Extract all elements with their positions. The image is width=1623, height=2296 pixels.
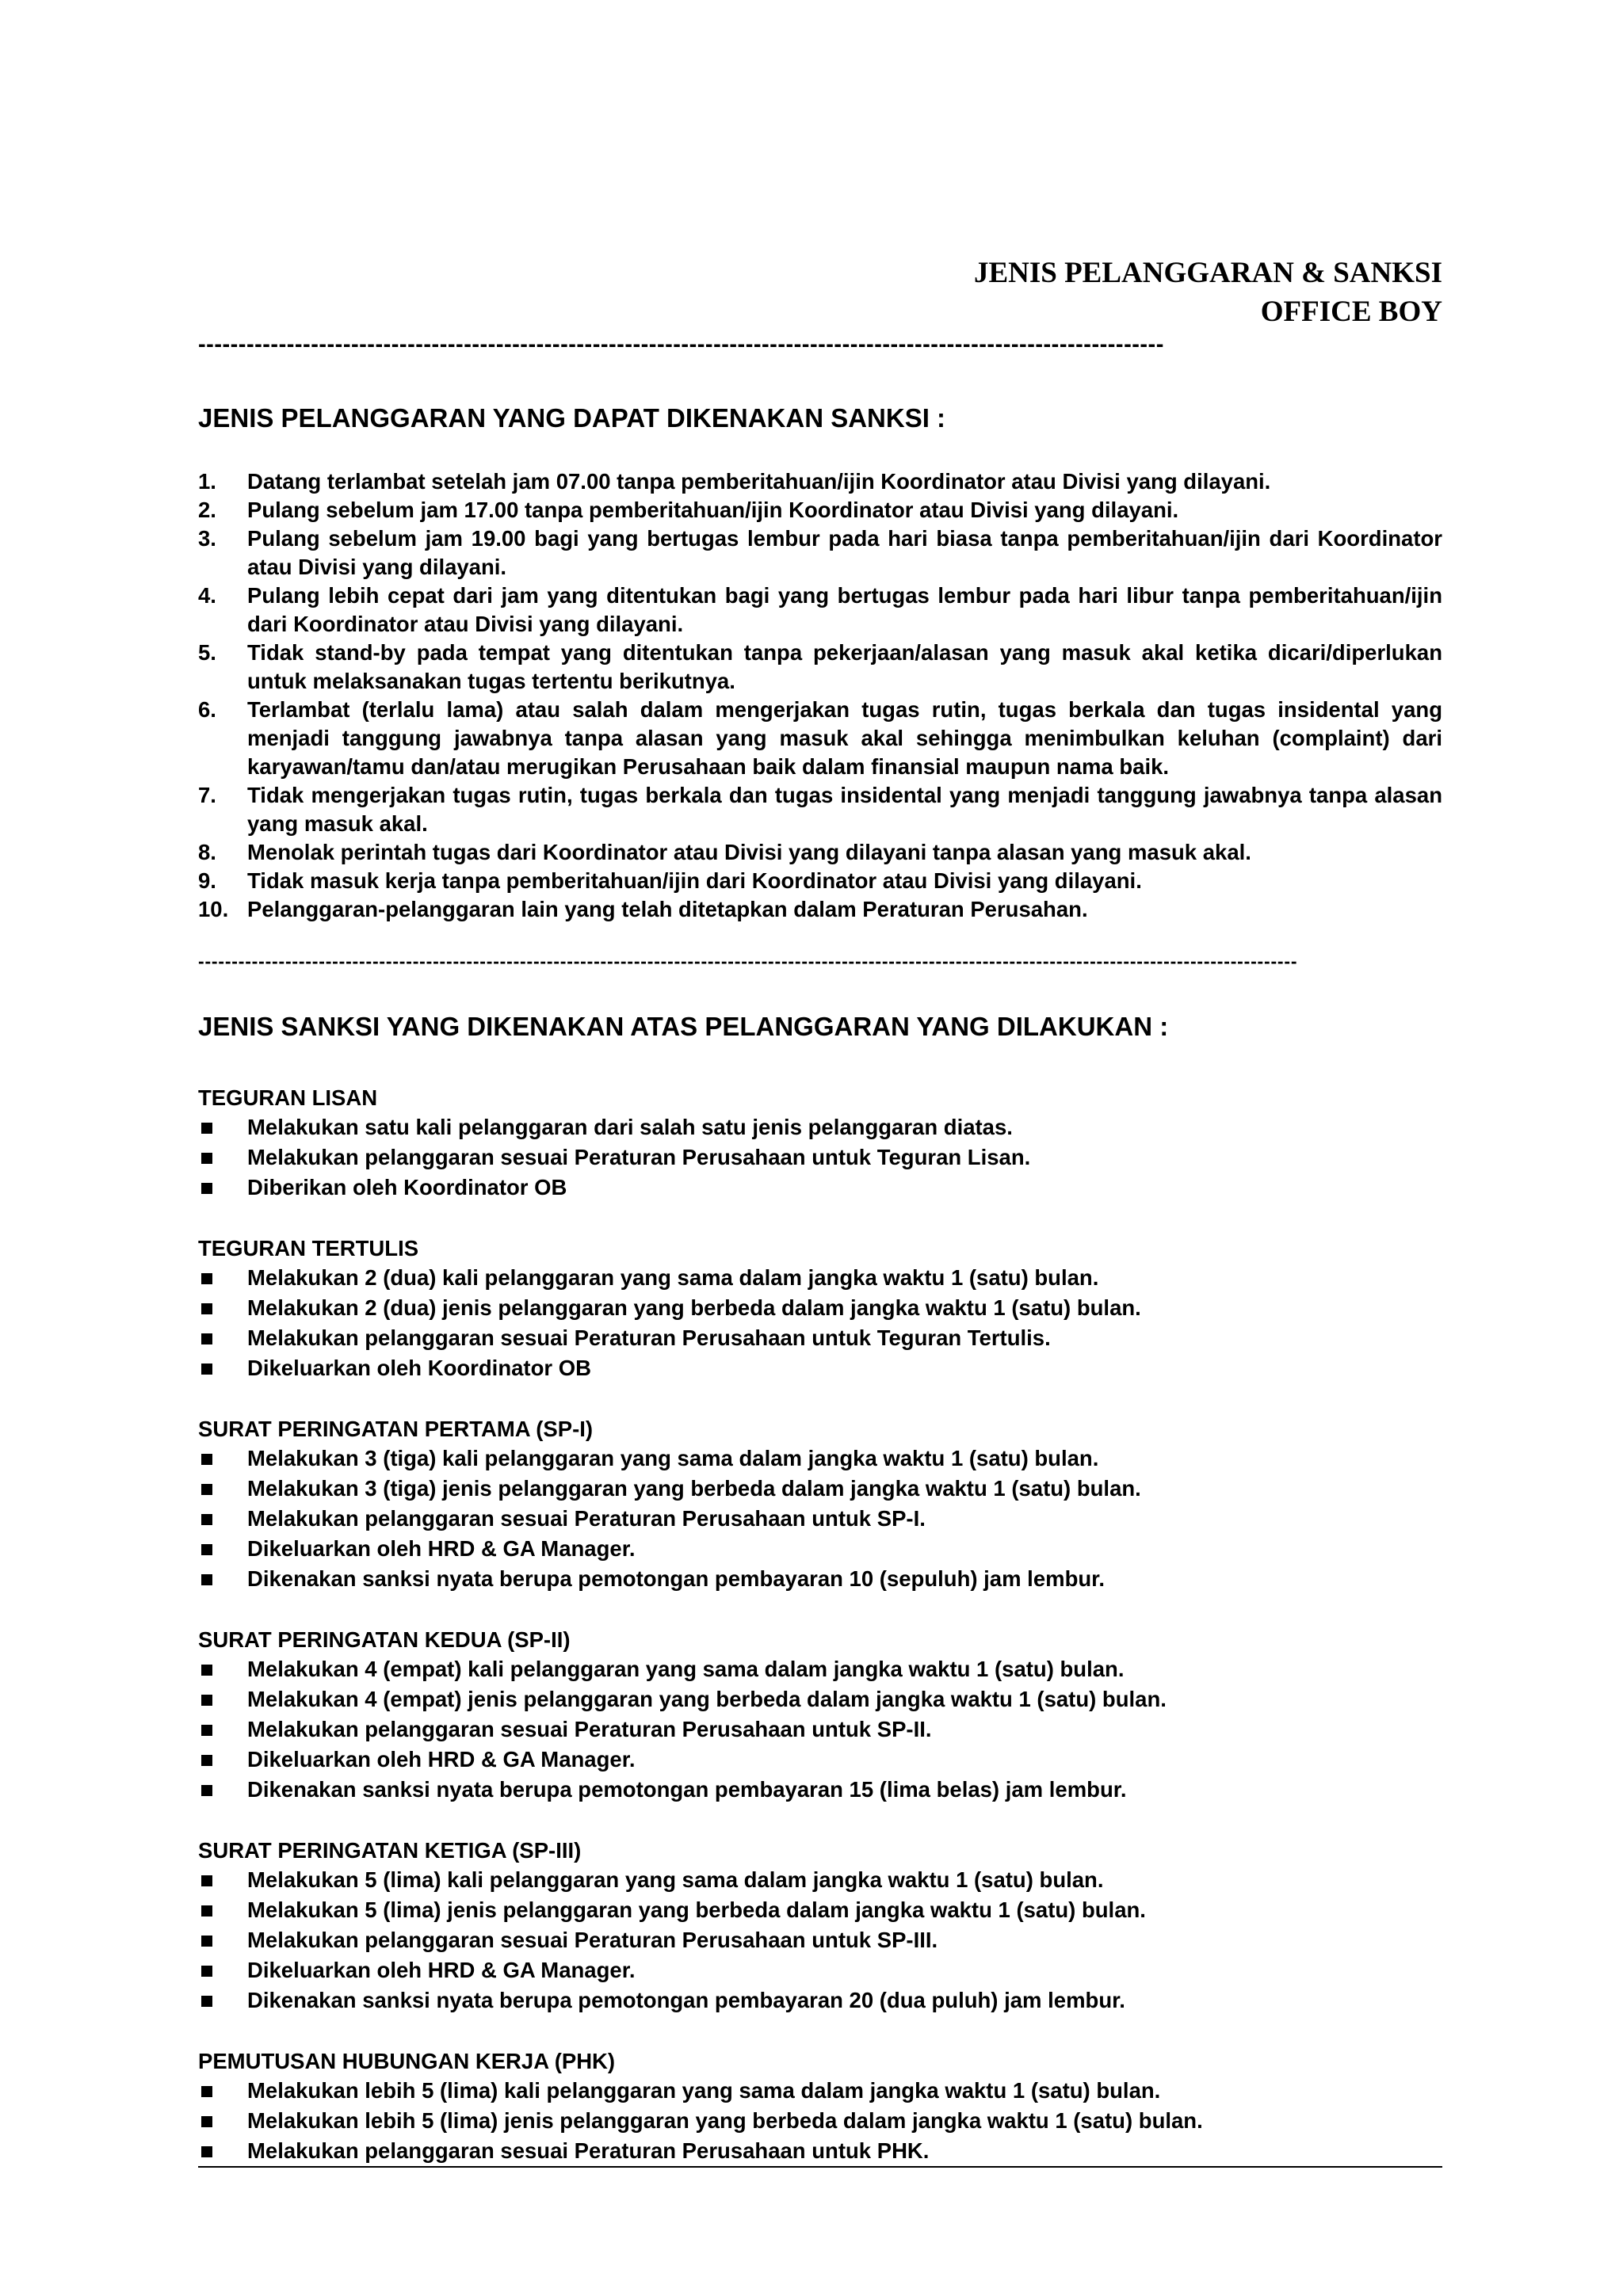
list-item bbox=[198, 1775, 1442, 1805]
list-item bbox=[198, 1293, 1442, 1323]
list-item bbox=[198, 1534, 1442, 1564]
square-bullet-icon bbox=[198, 1293, 247, 1323]
list-item bbox=[198, 1714, 1442, 1745]
square-bullet-icon bbox=[198, 1353, 247, 1383]
header-title-line2: OFFICE BOY bbox=[1260, 296, 1442, 328]
item-text: Tidak masuk kerja tanpa pemberitahuan/ijin dari Koordinator atau Divisi yang dilayani. bbox=[247, 868, 1142, 893]
item-text: Melakukan 4 (empat) kali pelanggaran yang sama dalam jangka waktu 1 (satu) bulan. bbox=[247, 1657, 1125, 1681]
list-item bbox=[198, 524, 1442, 582]
sanction-group-teguran-lisan bbox=[198, 1084, 1442, 1203]
square-bullet-icon bbox=[198, 1504, 247, 1534]
item-text: Melakukan lebih 5 (lima) kali pelanggaran yang sama dalam jangka waktu 1 (satu) bulan. bbox=[247, 2078, 1161, 2103]
item-number: 8. bbox=[198, 840, 216, 864]
item-text: Melakukan 5 (lima) kali pelanggaran yang sama dalam jangka waktu 1 (satu) bulan. bbox=[247, 1867, 1104, 1892]
sanction-group-title: PEMUTUSAN HUBUNGAN KERJA (PHK) bbox=[198, 2049, 616, 2073]
item-text: Dikeluarkan oleh HRD & GA Manager. bbox=[247, 1747, 636, 1772]
square-bullet-icon bbox=[198, 1173, 247, 1203]
sanction-group-teguran-tertulis bbox=[198, 1234, 1442, 1383]
list-item bbox=[198, 1654, 1442, 1684]
list-item bbox=[198, 1323, 1442, 1353]
document-page bbox=[198, 254, 1442, 2168]
sanction-group-title: TEGURAN LISAN bbox=[198, 1085, 378, 1110]
item-text: Dikenakan sanksi nyata berupa pemotongan pembayaran 10 (sepuluh) jam lembur. bbox=[247, 1566, 1105, 1591]
item-text: Melakukan 3 (tiga) kali pelanggaran yang sama dalam jangka waktu 1 (satu) bulan. bbox=[247, 1446, 1099, 1470]
list-item bbox=[198, 1684, 1442, 1714]
square-bullet-icon bbox=[198, 1955, 247, 1985]
item-text: Melakukan 5 (lima) jenis pelanggaran yang berbeda dalam jangka waktu 1 (satu) bulan. bbox=[247, 1897, 1146, 1922]
item-text: Dikeluarkan oleh HRD & GA Manager. bbox=[247, 1536, 636, 1561]
list-item bbox=[198, 2106, 1442, 2136]
list-item bbox=[198, 1865, 1442, 1895]
item-text: Tidak mengerjakan tugas rutin, tugas berkala dan tugas insidental yang menjadi tanggung jawabnya tanpa alasan yang masuk akal. bbox=[247, 783, 1442, 836]
list-item bbox=[198, 1142, 1442, 1173]
list-item bbox=[198, 582, 1442, 639]
list-item bbox=[198, 1444, 1442, 1474]
item-text: Melakukan pelanggaran sesuai Peraturan Perusahaan untuk Teguran Lisan. bbox=[247, 1145, 1031, 1169]
list-item bbox=[198, 1985, 1442, 2016]
list-item bbox=[198, 781, 1442, 838]
list-item bbox=[198, 1504, 1442, 1534]
square-bullet-icon bbox=[198, 1865, 247, 1895]
list-item bbox=[198, 1263, 1442, 1293]
item-text: Melakukan 3 (tiga) jenis pelanggaran yang berbeda dalam jangka waktu 1 (satu) bulan. bbox=[247, 1476, 1141, 1501]
item-number: 7. bbox=[198, 783, 216, 807]
sanction-group-title: SURAT PERINGATAN KETIGA (SP-III) bbox=[198, 1838, 582, 1863]
item-text: Pulang sebelum jam 17.00 tanpa pemberitahuan/ijin Koordinator atau Divisi yang dilayani. bbox=[247, 498, 1179, 522]
list-item bbox=[198, 1745, 1442, 1775]
sanctions-heading: JENIS SANKSI YANG DIKENAKAN ATAS PELANGGARAN YANG DILAKUKAN : bbox=[198, 1012, 1169, 1041]
list-item bbox=[198, 1925, 1442, 1955]
list-item bbox=[198, 1353, 1442, 1383]
item-text: Melakukan 2 (dua) jenis pelanggaran yang berbeda dalam jangka waktu 1 (satu) bulan. bbox=[247, 1295, 1141, 1320]
violations-list bbox=[198, 467, 1442, 924]
list-item bbox=[198, 696, 1442, 781]
square-bullet-icon bbox=[198, 2106, 247, 2136]
item-text: Diberikan oleh Koordinator OB bbox=[247, 1175, 567, 1199]
square-bullet-icon bbox=[198, 1142, 247, 1173]
list-item bbox=[198, 1564, 1442, 1594]
item-text: Dikenakan sanksi nyata berupa pemotongan pembayaran 15 (lima belas) jam lembur. bbox=[247, 1777, 1127, 1802]
item-text: Pulang lebih cepat dari jam yang ditentukan bagi yang bertugas lembur pada hari libur tanpa pemberitahuan/ijin dari Koordinator atau Divisi yang dilayani. bbox=[247, 583, 1442, 636]
item-text: Menolak perintah tugas dari Koordinator atau Divisi yang dilayani tanpa alasan yang masuk akal. bbox=[247, 840, 1251, 864]
square-bullet-icon bbox=[198, 1323, 247, 1353]
square-bullet-icon bbox=[198, 2136, 247, 2166]
item-text: Melakukan pelanggaran sesuai Peraturan Perusahaan untuk SP-III. bbox=[247, 1928, 938, 1952]
square-bullet-icon bbox=[198, 2076, 247, 2106]
list-item bbox=[198, 838, 1442, 867]
header-separator: ------------------------------------------------------------------------------------------------------------------------ bbox=[198, 333, 1164, 357]
item-text: Dikenakan sanksi nyata berupa pemotongan pembayaran 20 (dua puluh) jam lembur. bbox=[247, 1988, 1125, 2012]
square-bullet-icon bbox=[198, 1745, 247, 1775]
item-text: Dikeluarkan oleh Koordinator OB bbox=[247, 1356, 591, 1380]
square-bullet-icon bbox=[198, 1654, 247, 1684]
list-item bbox=[198, 467, 1442, 496]
square-bullet-icon bbox=[198, 1112, 247, 1142]
square-bullet-icon bbox=[198, 1895, 247, 1925]
item-text: Tidak stand-by pada tempat yang ditentukan tanpa pekerjaan/alasan yang masuk akal ketika dicari/diperlukan untuk melaksanakan tugas tertentu berikutnya. bbox=[247, 640, 1442, 693]
item-text: Melakukan pelanggaran sesuai Peraturan Perusahaan untuk Teguran Tertulis. bbox=[247, 1325, 1051, 1350]
item-number: 4. bbox=[198, 583, 216, 608]
sanction-group-phk bbox=[198, 2047, 1442, 2168]
sanction-group-title: SURAT PERINGATAN PERTAMA (SP-I) bbox=[198, 1417, 594, 1441]
item-text: Melakukan pelanggaran sesuai Peraturan Perusahaan untuk SP-II. bbox=[247, 1717, 932, 1741]
square-bullet-icon bbox=[198, 1534, 247, 1564]
item-number: 9. bbox=[198, 868, 216, 893]
list-item bbox=[198, 2076, 1442, 2106]
item-text: Melakukan pelanggaran sesuai Peraturan Perusahaan untuk SP-I. bbox=[247, 1506, 926, 1531]
square-bullet-icon bbox=[198, 1714, 247, 1745]
item-number: 1. bbox=[198, 469, 216, 494]
item-text: Melakukan pelanggaran sesuai Peraturan Perusahaan untuk PHK. bbox=[247, 2138, 930, 2163]
list-item bbox=[198, 639, 1442, 696]
list-item bbox=[198, 1895, 1442, 1925]
list-item bbox=[198, 867, 1442, 895]
item-text: Pulang sebelum jam 19.00 bagi yang bertugas lembur pada hari biasa tanpa pemberitahuan/ijin dari Koordinator atau Divisi yang dilayani. bbox=[247, 526, 1442, 579]
document-header bbox=[198, 254, 1442, 331]
header-title-line1: JENIS PELANGGARAN & SANKSI bbox=[973, 257, 1442, 289]
sanction-group-sp-2 bbox=[198, 1626, 1442, 1805]
sanction-group-sp-3 bbox=[198, 1836, 1442, 2016]
list-item bbox=[198, 1955, 1442, 1985]
item-number: 2. bbox=[198, 498, 216, 522]
item-text: Melakukan satu kali pelanggaran dari salah satu jenis pelanggaran diatas. bbox=[247, 1115, 1013, 1139]
violations-heading: JENIS PELANGGARAN YANG DAPAT DIKENAKAN SANKSI : bbox=[198, 403, 946, 433]
item-number: 5. bbox=[198, 640, 216, 665]
item-number: 10. bbox=[198, 897, 229, 921]
list-item bbox=[198, 1112, 1442, 1142]
square-bullet-icon bbox=[198, 1444, 247, 1474]
list-item bbox=[198, 2136, 1442, 2168]
item-text: Datang terlambat setelah jam 07.00 tanpa pemberitahuan/ijin Koordinator atau Divisi yang dilayani. bbox=[247, 469, 1271, 494]
list-item bbox=[198, 1173, 1442, 1203]
item-text: Dikeluarkan oleh HRD & GA Manager. bbox=[247, 1958, 636, 1982]
sanction-group-title: TEGURAN TERTULIS bbox=[198, 1236, 419, 1261]
item-text: Terlambat (terlalu lama) atau salah dalam mengerjakan tugas rutin, tugas berkala dan tugas insidental yang menjadi tanggung jawabnya tanpa alasan yang masuk akal sehingga menimbulkan keluhan (complaint) dari karyawan/tamu dan/atau merugikan Perusahaan baik dalam finansial maupun nama baik. bbox=[247, 697, 1442, 779]
item-text: Pelanggaran-pelanggaran lain yang telah ditetapkan dalam Peraturan Perusahan. bbox=[247, 897, 1088, 921]
item-number: 6. bbox=[198, 697, 216, 722]
square-bullet-icon bbox=[198, 1775, 247, 1805]
square-bullet-icon bbox=[198, 1263, 247, 1293]
item-text: Melakukan lebih 5 (lima) jenis pelanggaran yang berbeda dalam jangka waktu 1 (satu) bulan. bbox=[247, 2108, 1203, 2133]
square-bullet-icon bbox=[198, 1925, 247, 1955]
item-text: Melakukan 2 (dua) kali pelanggaran yang sama dalam jangka waktu 1 (satu) bulan. bbox=[247, 1265, 1099, 1290]
sanction-group-sp-1 bbox=[198, 1415, 1442, 1594]
square-bullet-icon bbox=[198, 1985, 247, 2016]
item-number: 3. bbox=[198, 526, 216, 551]
sanction-group-title: SURAT PERINGATAN KEDUA (SP-II) bbox=[198, 1627, 571, 1652]
list-item bbox=[198, 496, 1442, 524]
list-item bbox=[198, 895, 1442, 924]
item-text: Melakukan 4 (empat) jenis pelanggaran yang berbeda dalam jangka waktu 1 (satu) bulan. bbox=[247, 1687, 1167, 1711]
list-item bbox=[198, 1474, 1442, 1504]
square-bullet-icon bbox=[198, 1564, 247, 1594]
section-separator: -------------------------------------------------------------------------------------------------------------------------------------------------------------------- bbox=[198, 951, 1298, 971]
square-bullet-icon bbox=[198, 1684, 247, 1714]
square-bullet-icon bbox=[198, 1474, 247, 1504]
